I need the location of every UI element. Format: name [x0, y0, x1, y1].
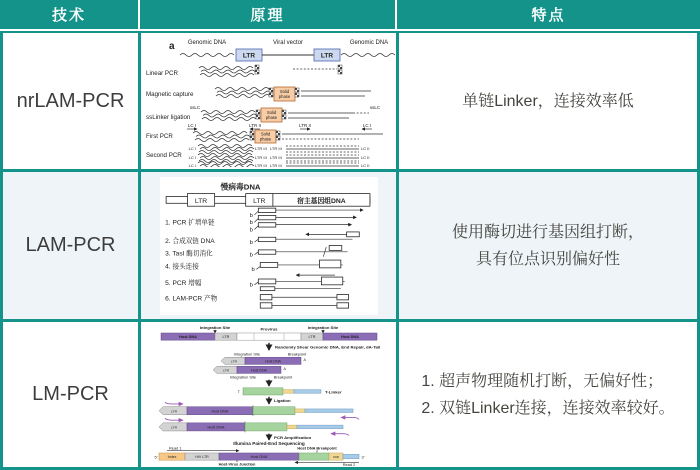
b-label: b [249, 219, 253, 226]
step-tasi-digest [165, 245, 347, 258]
integration-site-label: Integration Site [199, 324, 230, 330]
tech-label-lm-pcr: LM-PCR [32, 383, 109, 405]
step-second-pcr [146, 145, 369, 168]
integration-site-label: Integration Site [307, 324, 338, 330]
cell-feature-lm [399, 322, 697, 467]
ltr3-label: LTR III [269, 163, 282, 167]
ltr3-label: LTR III [254, 146, 267, 151]
sheared-fragments [213, 352, 307, 379]
breakpoint-label: Breakpoint [273, 375, 292, 379]
ltr2-primer-label: LTR II [248, 123, 261, 128]
ltr-label: LTR [230, 359, 237, 363]
step-label: 6. LAM-PCR 产物 [164, 294, 217, 302]
lc2-label: LC II [360, 163, 369, 167]
host-dna-label: Host DNA [211, 409, 228, 413]
host-virus-junction-label: Host-Virus Junction [218, 462, 255, 466]
step-label: ssLinker ligation [145, 114, 190, 121]
ligation-label: Ligation [273, 397, 291, 403]
second-pcr-group [188, 145, 369, 154]
second-pcr-group [188, 162, 369, 168]
solid-phase-label: Solid [260, 131, 270, 137]
step-label: 3. TasI 酶切消化 [164, 250, 213, 258]
header-feature: 特点 [531, 7, 566, 24]
step-label: Magnetic capture [145, 91, 193, 98]
lc1-label: LC I [188, 146, 196, 151]
index-label: Index [167, 454, 176, 459]
shear-step-label: Randomly Shear Genomic DNA, End Repair, dA-Tail [274, 343, 380, 349]
ltr-label: LTR [170, 409, 177, 413]
panel-a-label: a [168, 41, 175, 52]
header-principle: 原理 [138, 0, 397, 29]
ligated-molecule [159, 418, 349, 435]
tech-label-nrlam-pcr: nrLAM-PCR [16, 89, 125, 112]
feature-text-nrlam: 单链Linker，连接效率低 [462, 92, 634, 110]
read1-label: Read 1 [168, 446, 182, 450]
lentivirus-construct [166, 193, 370, 206]
host-dna-label: Host DNA [207, 425, 224, 429]
illumina-sequencing-label: Illumina Paired-End Sequencing [232, 440, 305, 446]
genomic-dna-left-label: Genomic DNA [187, 40, 226, 46]
header-tech: 技术 [51, 7, 86, 24]
t-linker-bar [237, 387, 341, 394]
b-label: b [249, 226, 253, 233]
b-label: b [249, 239, 253, 246]
host-dna-breakpoint-label: Host DNA Breakpoint [296, 446, 337, 450]
ltr-box-label: LTR [320, 52, 333, 60]
table-header [0, 0, 700, 31]
lc2-label: LC II [360, 146, 369, 151]
pcr-amplification-label: PCR Amplification [273, 434, 311, 440]
step-label: Second PCR [145, 152, 182, 159]
step-label: 4. 接头连接 [164, 262, 199, 270]
step-label: 2. 合成双链 DNA [164, 237, 215, 245]
ltr3-label: LTR III [269, 146, 282, 151]
ltr3-label: LTR III [269, 155, 282, 160]
lc1-label: LC I [188, 155, 196, 160]
step-label: Linear PCR [145, 70, 178, 77]
b-label: b [251, 266, 255, 273]
step-linear-pcr [146, 65, 342, 77]
step-first-pcr [146, 123, 383, 143]
ltr-label: LTR [222, 334, 229, 339]
a-tail-label: A [303, 357, 306, 362]
second-pcr-group [188, 154, 369, 163]
cell-tech-nrlam [3, 33, 138, 169]
ltr-label: LTR [222, 368, 229, 372]
lentivirus-dna-title: 慢病毒DNA [219, 182, 261, 192]
step-label: 1. PCR 扩增单链 [164, 219, 215, 227]
step-magnetic-capture [146, 87, 371, 101]
sslc-label: ssLC [189, 105, 200, 110]
cell-diagram-nrlam [141, 33, 396, 169]
solid-phase-label: Solid [266, 110, 276, 115]
feature-line: 使用酶切进行基因组打断， [451, 223, 644, 241]
ltr3-label: LTR III [254, 163, 267, 167]
solid-phase-label: Solid [279, 89, 289, 94]
cell-feature-nrlam [399, 33, 697, 169]
ligated-molecule [159, 402, 359, 419]
t-linker-label: T-Linker [324, 389, 342, 395]
lam-pcr-diagram [162, 180, 376, 312]
solid-phase-label: phase [259, 136, 271, 142]
lc1-label: LC I [188, 163, 196, 167]
a-tail-label: A [283, 366, 286, 371]
step-pcr-amplification [165, 275, 345, 291]
lc1-primer-label: LC I [362, 123, 371, 128]
lc1-primer-label: LC I [187, 123, 196, 128]
cell-tech-lm [3, 322, 138, 467]
host-dna-label: Host DNA [250, 368, 267, 372]
ltr-box-label: LTR [242, 52, 255, 60]
five-prime-label: 5' [154, 455, 157, 459]
feature-line: 具有位点识别偏好性 [475, 250, 620, 268]
genomic-dna-right-label: Genomic DNA [349, 40, 388, 46]
b-label: b [249, 212, 253, 219]
sslc-label: ssLC [369, 105, 380, 110]
sequencing-read-bar [154, 446, 364, 465]
step-lam-pcr-product [165, 293, 348, 308]
host-dna-label: Host DNA [264, 359, 281, 363]
step-label: First PCR [145, 133, 173, 140]
integration-site-label: Integration Site [233, 352, 260, 356]
integrated-provirus-bar [161, 325, 377, 340]
solid-phase-label: phase [265, 115, 277, 120]
step-synthesize-ds [165, 231, 359, 245]
ltr-label: LTR [170, 425, 177, 429]
hiv-ltr-label: HIV LTR [194, 454, 209, 459]
feature-line: 1. 超声物理随机打断，无偏好性； [421, 372, 664, 390]
umi-label: UMI [332, 454, 339, 459]
host-dna-label: Host DNA [178, 334, 197, 339]
viral-vector-label: Viral vector [272, 40, 303, 46]
provirus-construct [180, 40, 395, 61]
integration-site-label: Integration Site [229, 375, 256, 379]
ltr-label: LTR [308, 334, 315, 339]
cell-diagram-lm [141, 322, 396, 467]
ltr-box-label: LTR [194, 197, 207, 205]
ltr-box-label: LTR [252, 197, 265, 205]
nrlam-pcr-diagram [143, 35, 395, 167]
lam-diagram-frame [160, 177, 378, 315]
step-sslinker-ligation [146, 105, 381, 122]
solid-phase-label: phase [278, 94, 290, 99]
feature-line: 2. 双链Linker连接，连接效率较好。 [421, 399, 675, 417]
cell-feature-lam [399, 172, 697, 319]
read2-label: Read 2 [342, 462, 355, 466]
ltr2-primer-label: LTR II [298, 123, 311, 128]
ltr3-label: LTR III [254, 155, 267, 160]
tech-label-lam-pcr: LAM-PCR [25, 234, 116, 256]
host-genome-dna-label: 宿主基因组DNA [296, 197, 346, 205]
step-adapter-ligation [165, 260, 343, 273]
b-label: b [249, 252, 253, 259]
step-label: 5. PCR 增幅 [164, 279, 201, 287]
lc2-label: LC II [360, 155, 369, 160]
b-label: b [249, 282, 253, 289]
t-label: T [237, 389, 240, 394]
step-pcr-amplify-ss [165, 208, 363, 233]
three-prime-label: 3' [361, 455, 364, 459]
provirus-label: Provirus [259, 326, 278, 332]
host-dna-label: Host DNA [250, 454, 267, 459]
feature-text-lm [421, 368, 674, 422]
cell-diagram-lam [141, 172, 396, 319]
lm-pcr-diagram [147, 324, 391, 466]
feature-text-lam [452, 219, 644, 273]
host-dna-label: Host DNA [340, 334, 359, 339]
breakpoint-label: Breakpoint [287, 352, 306, 356]
cell-tech-lam [3, 172, 138, 319]
